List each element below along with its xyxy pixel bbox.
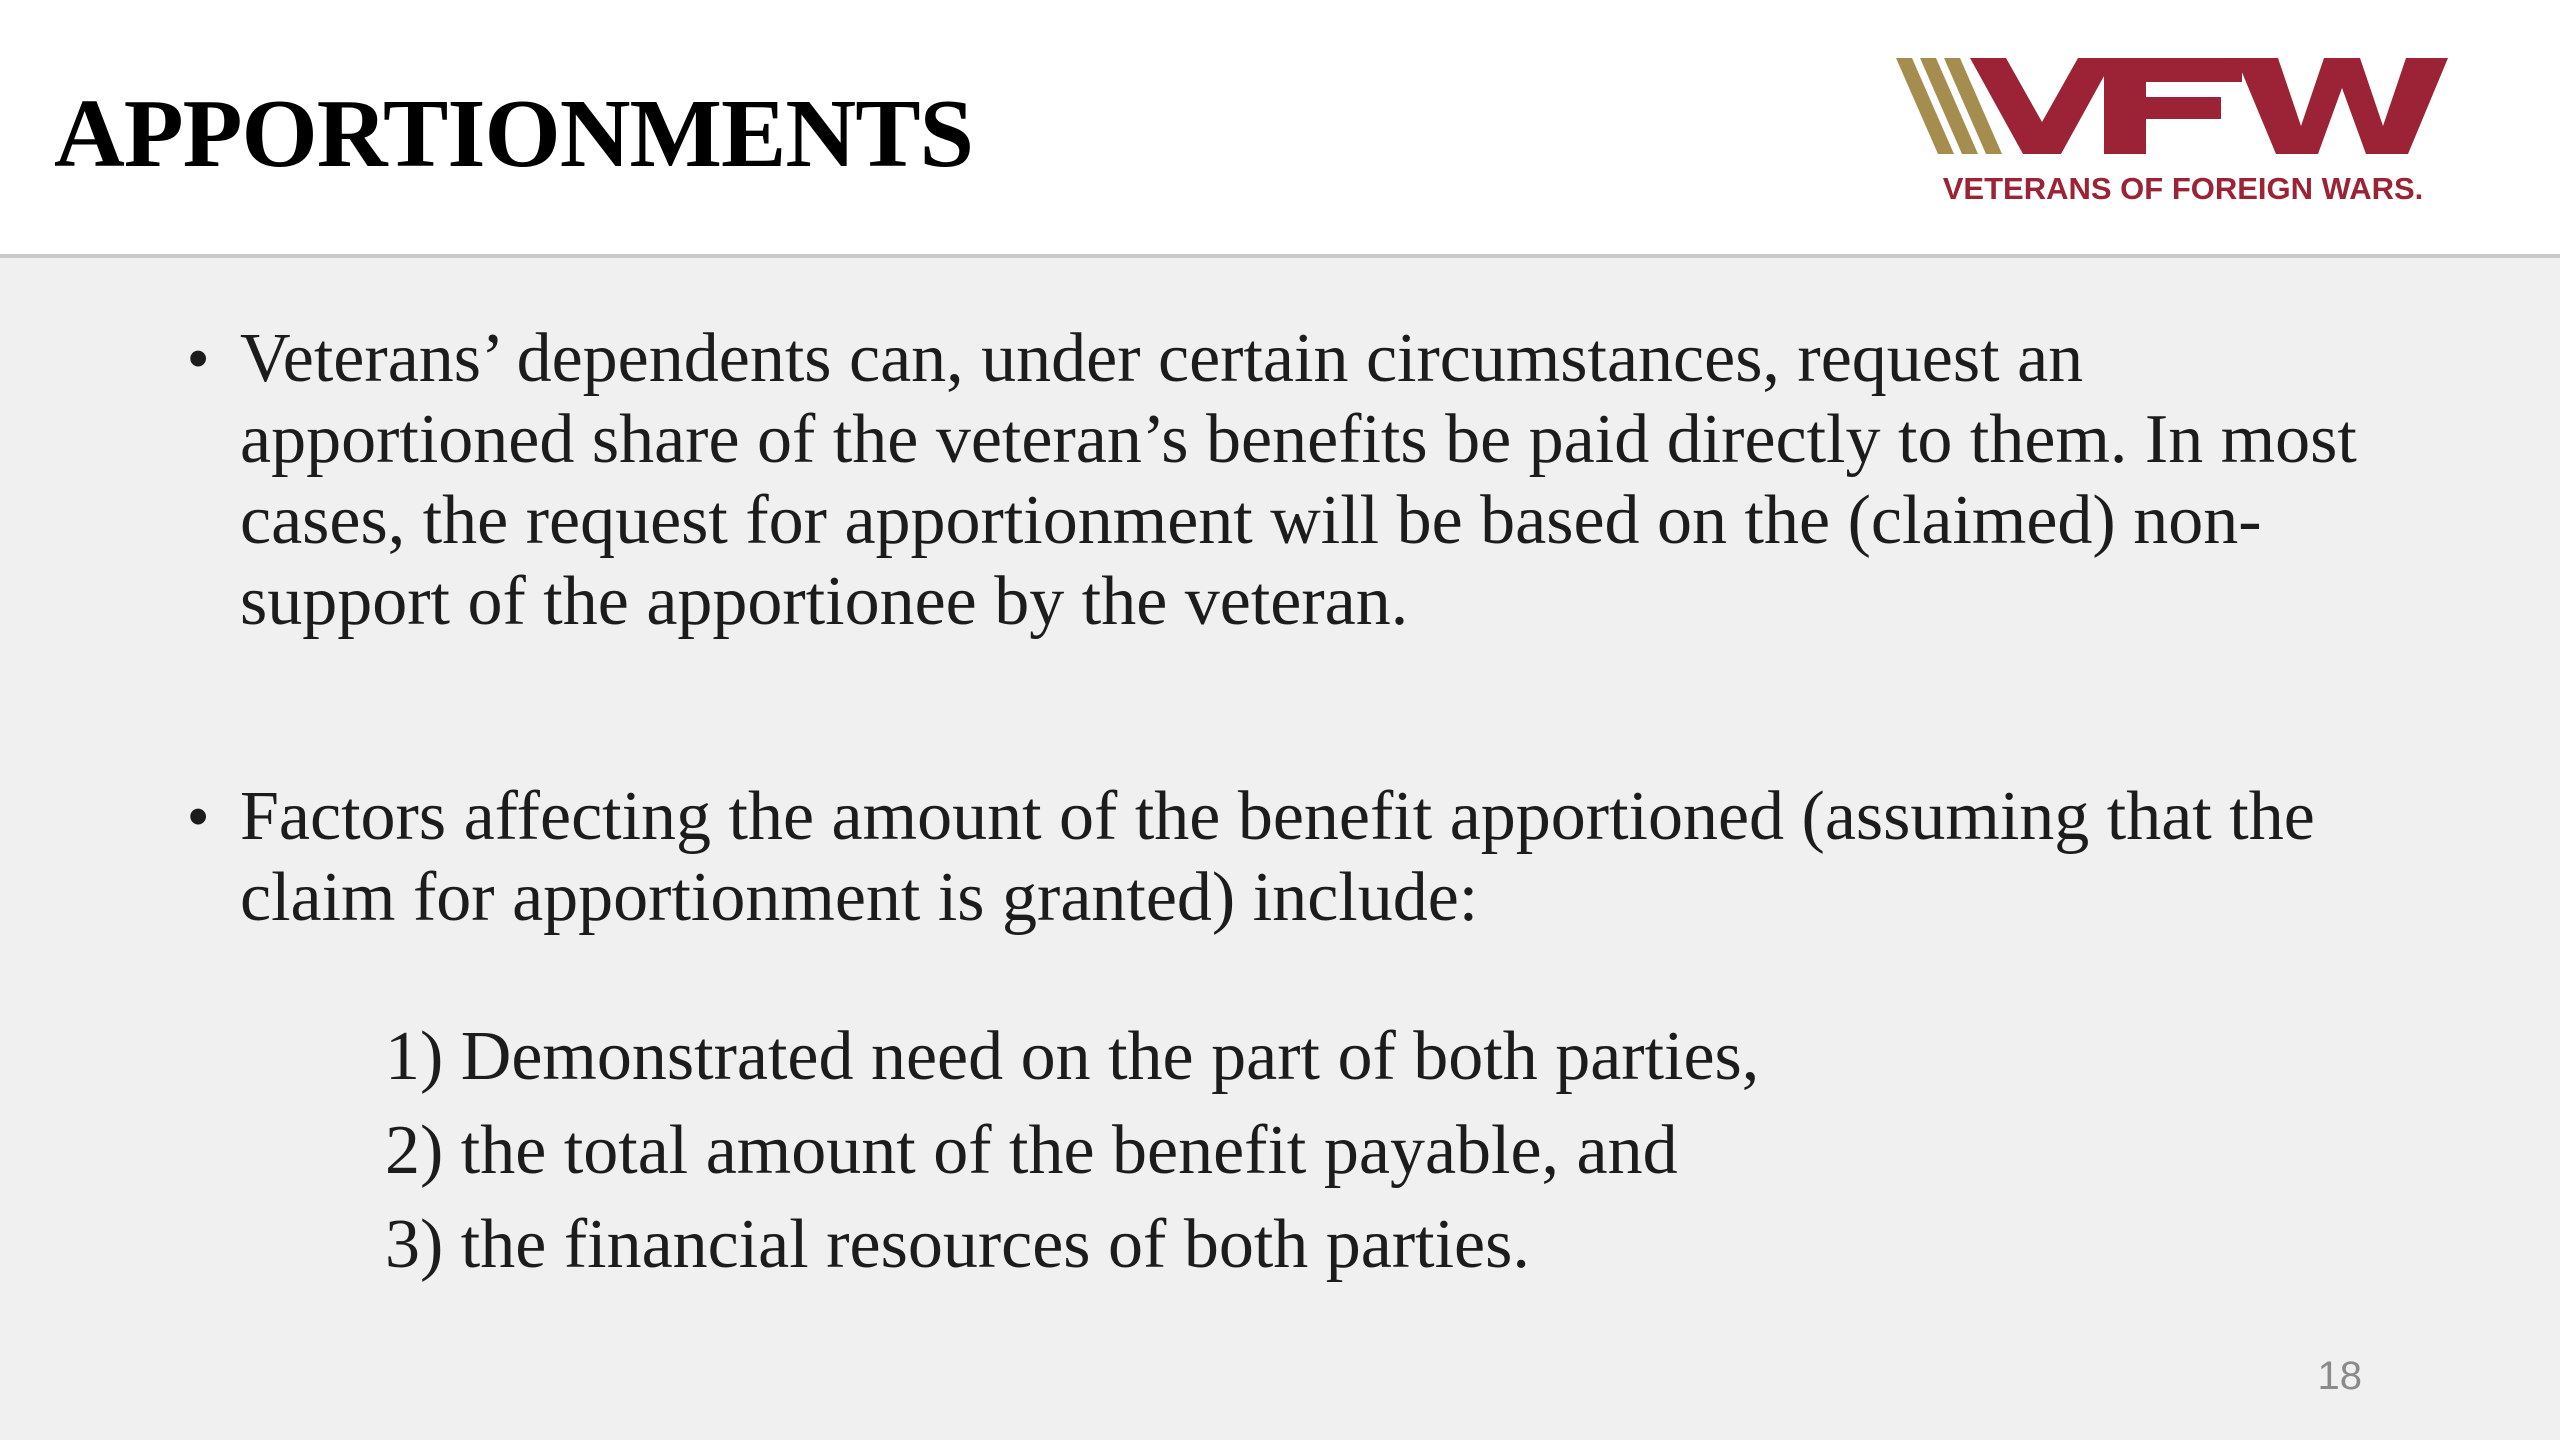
bullet-text: Factors affecting the amount of the benefit apportioned (assuming that the claim for apportionment is granted) include: <box>240 778 2315 936</box>
bullet-item <box>188 776 2370 938</box>
bullet-icon: • <box>188 784 209 849</box>
factor-item: 3) the financial resources of both parties. <box>385 1206 1530 1283</box>
bullet-text: Veterans’ dependents can, under certain circumstances, request an apportioned share of the veteran’s benefits be paid directly to them. In most cases, the request for apportionment will be based on the (claimed) non-support of the apportionee by the veteran. <box>240 320 2357 640</box>
slide-body <box>0 258 2560 1440</box>
vfw-logo-mark <box>1896 52 2456 166</box>
bullet-item <box>188 318 2370 642</box>
slide-header <box>0 0 2560 258</box>
vfw-logo-tagline: VETERANS OF FOREIGN WARS. <box>1942 171 2424 206</box>
factor-list <box>385 1010 2285 1292</box>
factor-item: 1) Demonstrated need on the part of both parties, <box>385 1018 1760 1095</box>
bullet-icon: • <box>188 326 209 391</box>
factor-item: 2) the total amount of the benefit payable, and <box>385 1112 1678 1189</box>
vfw-logo <box>1896 52 2456 212</box>
page-number: 18 <box>2317 1354 2362 1398</box>
slide-title: APPORTIONMENTS <box>54 80 974 188</box>
